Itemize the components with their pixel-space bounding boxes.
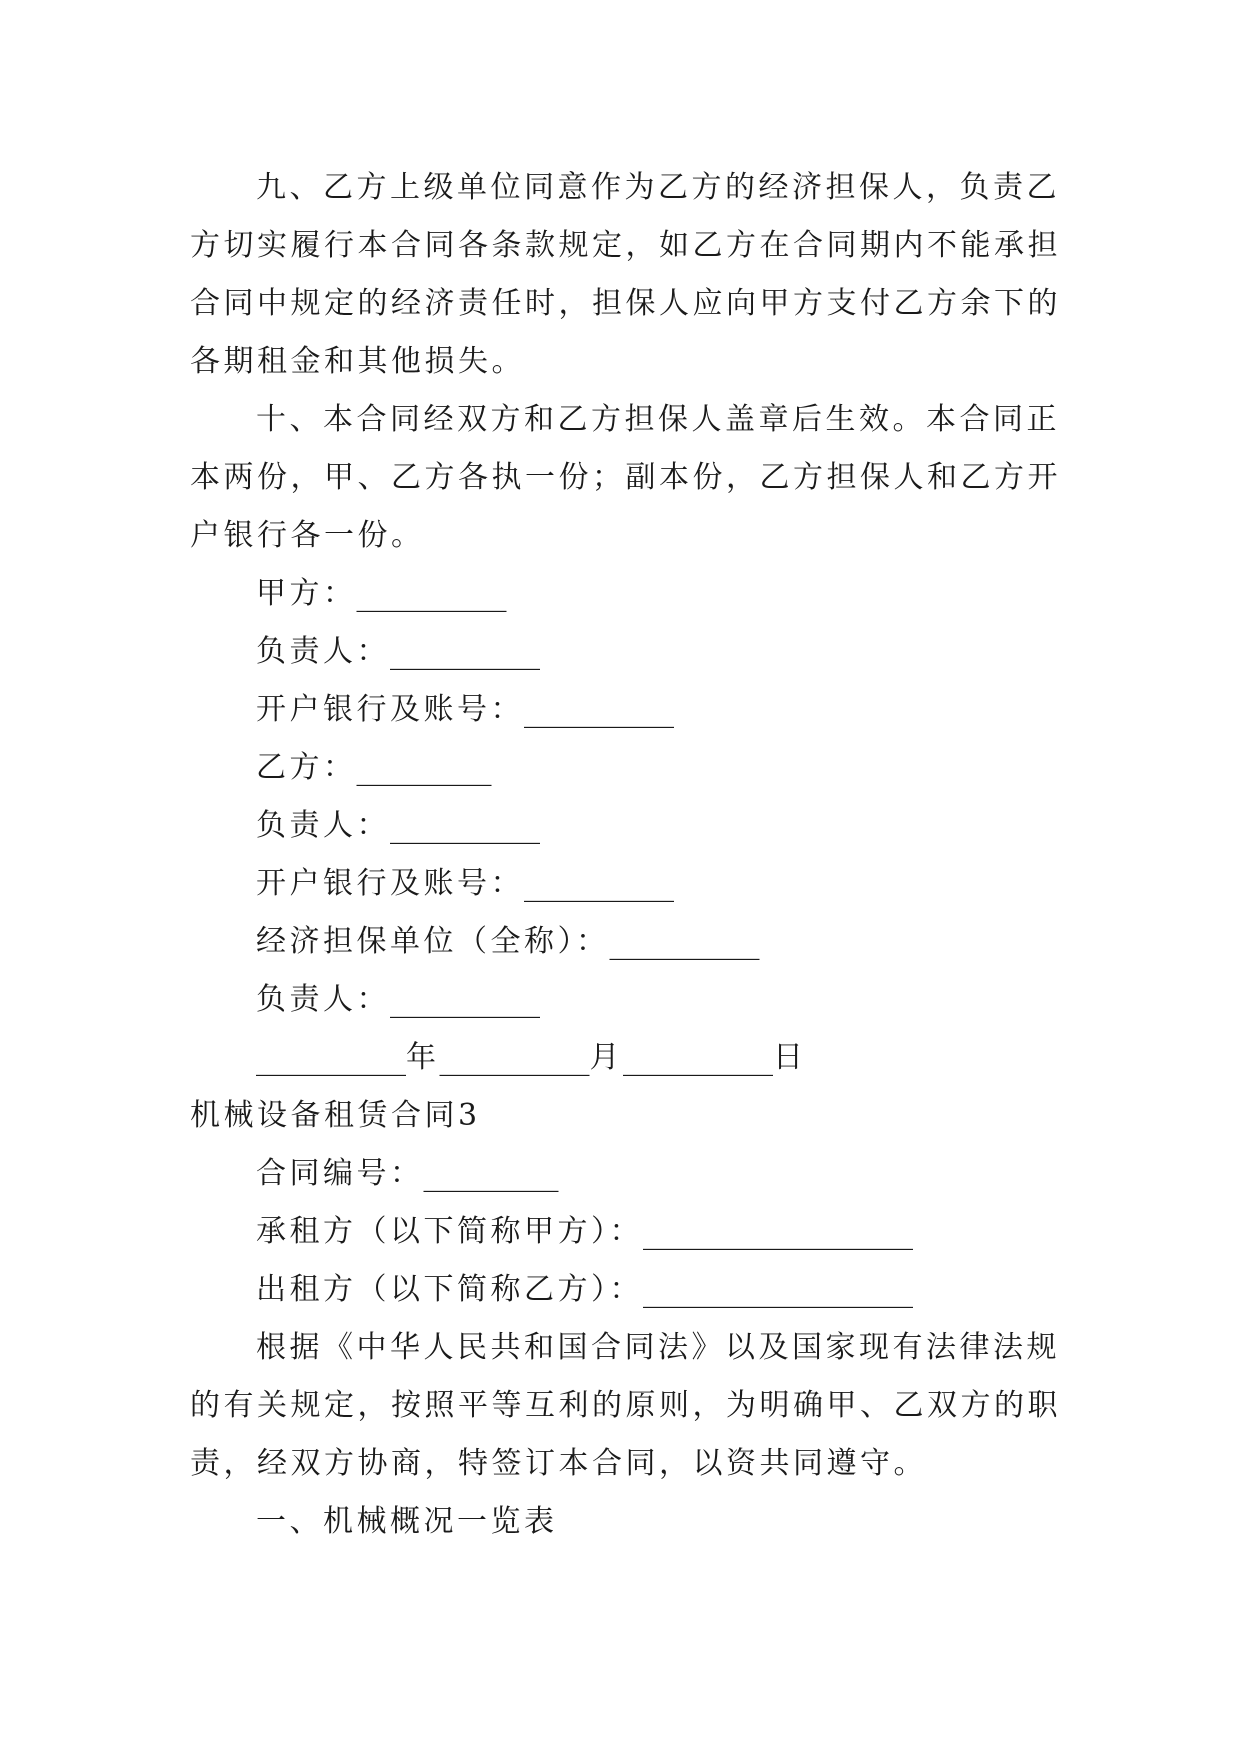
contract-number-label: 合同编号： [256,1156,424,1191]
guarantor-line [256,922,760,962]
guarantor-rep-label: 负责人： [256,982,390,1017]
lessee-line [256,1212,913,1252]
year-label: 年 [406,1040,440,1075]
party-b-rep-label: 负责人： [256,808,390,843]
guarantor-rep-line [256,980,540,1020]
day-label: 日 [773,1040,807,1075]
party-a-bank-label: 开户银行及账号： [256,692,524,727]
lessor-line [256,1270,913,1310]
clause10-line-1: 十、本合同经双方和乙方担保人盖章后生效。本合同正 [256,402,1060,437]
clause9-line-2: 方切实履行本合同各条款规定，如乙方在合同期内不能承担 [190,228,1061,263]
party-b-line [256,748,492,788]
party-b-rep-blank: __________ [390,810,540,845]
year-blank: __________ [256,1042,406,1077]
month-label: 月 [589,1040,623,1075]
party-a-blank: __________ [356,578,507,613]
date-line [256,1038,807,1078]
lessor-blank: __________________ [643,1274,913,1309]
clause9-line-4: 各期租金和其他损失。 [190,344,525,379]
contract-number-line [256,1154,559,1194]
preamble-line-2: 的有关规定，按照平等互利的原则，为明确甲、乙双方的职 [190,1388,1061,1423]
preamble-line-3: 责，经双方协商，特签订本合同，以资共同遵守。 [190,1446,927,1481]
clause10-line-3: 户银行各一份。 [190,518,425,553]
party-b-bank-blank: __________ [524,868,674,903]
contract-number-blank: _________ [423,1158,559,1193]
guarantor-label: 经济担保单位（全称）： [256,924,610,959]
party-a-label: 甲方： [256,576,357,611]
clause9-line-3: 合同中规定的经济责任时，担保人应向甲方支付乙方余下的 [190,286,1061,321]
guarantor-blank: __________ [609,926,760,961]
guarantor-rep-blank: __________ [390,984,540,1019]
party-a-line [256,574,507,614]
party-a-bank-blank: __________ [524,694,674,729]
party-b-blank: _________ [356,752,492,787]
month-blank: __________ [439,1042,590,1077]
party-b-rep-line [256,806,540,846]
clause9-line-1: 九、乙方上级单位同意作为乙方的经济担保人，负责乙 [256,170,1060,205]
party-b-bank-label: 开户银行及账号： [256,866,524,901]
party-a-rep-blank: __________ [390,636,540,671]
preamble-line-1: 根据《中华人民共和国合同法》以及国家现有法律法规 [256,1330,1060,1365]
party-b-label: 乙方： [256,750,357,785]
lessee-label: 承租方（以下简称甲方）： [256,1214,643,1249]
party-a-bank-line [256,690,674,730]
party-a-rep-line [256,632,540,672]
section1-heading: 一、机械概况一览表 [256,1504,558,1539]
clause10-line-2: 本两份，甲、乙方各执一份；副本份，乙方担保人和乙方开 [190,460,1061,495]
lessee-blank: __________________ [643,1216,913,1251]
lessor-label: 出租方（以下简称乙方）： [256,1272,643,1307]
day-blank: __________ [623,1042,773,1077]
contract3-title: 机械设备租赁合同3 [190,1098,481,1133]
party-b-bank-line [256,864,674,904]
party-a-rep-label: 负责人： [256,634,390,669]
